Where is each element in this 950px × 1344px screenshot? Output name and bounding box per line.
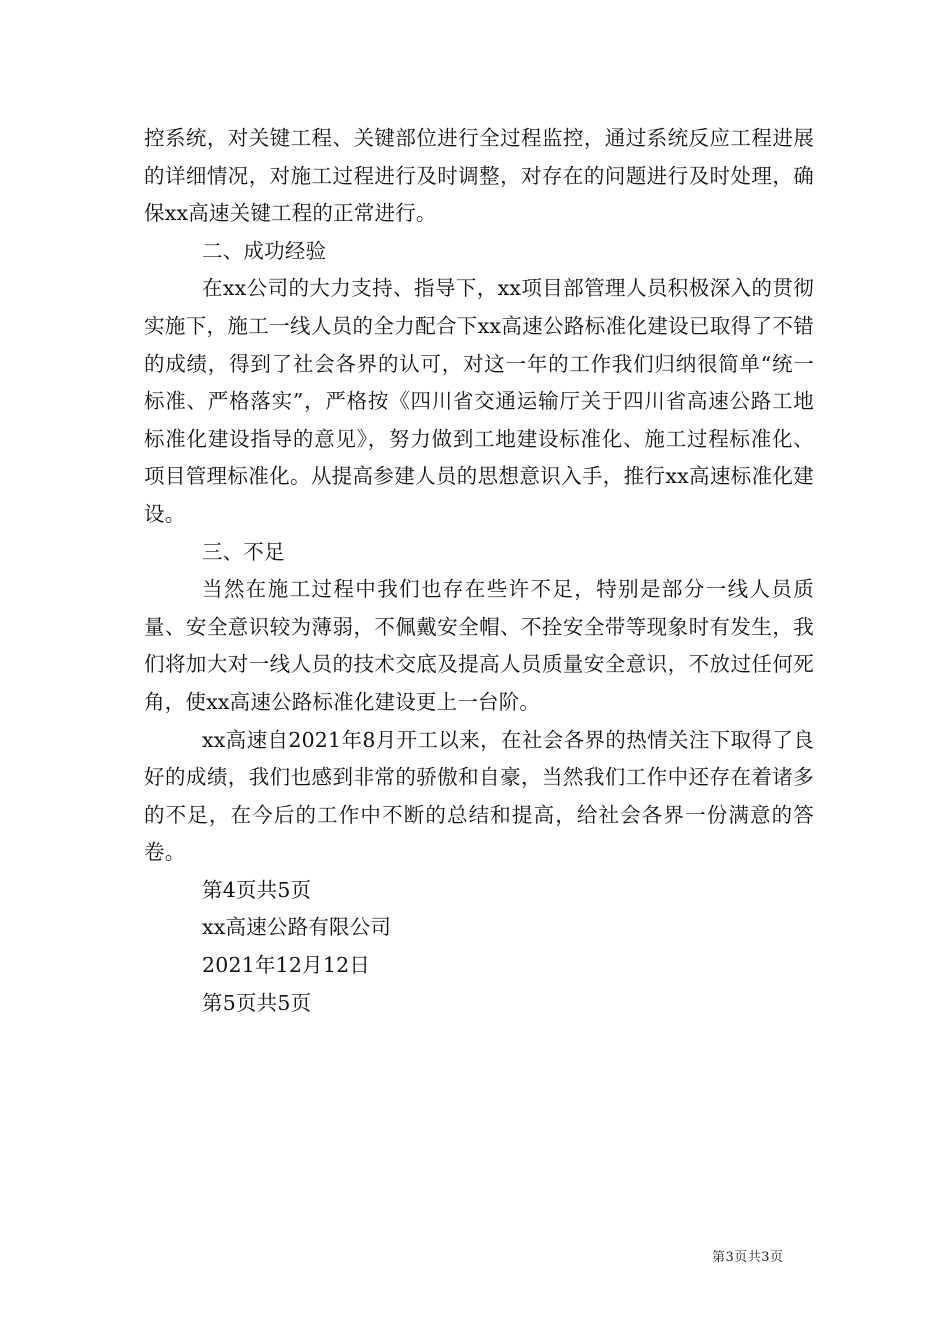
paragraph-monitoring: 控系统，对关键工程、关键部位进行全过程监控，通过系统反应工程进展的详细情况，对施工过程进行及时调整，对存在的问题进行及时处理，确保xx高速关键工程的正常进行。 xyxy=(144,126,814,226)
signature-date: 2021年12月12日 xyxy=(202,953,371,978)
paragraph-conclusion: xx高速自2021年8月开工以来，在社会各界的热情关注下取得了良好的成绩，我们也感到非常的骄傲和自豪，当然我们工作中还存在着诸多的不足，在今后的工作中不断的总结和提高，给社会各界一份满意的答卷。 xyxy=(144,727,814,865)
page-footer-number: 第3页共3页 xyxy=(712,1250,784,1265)
page-marker-4-of-5: 第4页共5页 xyxy=(202,877,312,902)
company-signature: xx高速公路有限公司 xyxy=(202,915,392,940)
paragraph-shortcomings: 当然在施工过程中我们也存在些许不足，特别是部分一线人员质量、安全意识较为薄弱，不佩戴安全帽、不拴安全带等现象时有发生，我们将加大对一线人员的技术交底及提高人员质量安全意识，不放过任何死角，使xx高速公路标准化建设更上一台阶。 xyxy=(144,577,814,714)
section-heading-shortcomings: 三、不足 xyxy=(202,539,285,564)
document-body xyxy=(144,120,814,1022)
page-marker-5-of-5: 第5页共5页 xyxy=(202,990,312,1015)
paragraph-success-experience: 在xx公司的大力支持、指导下，xx项目部管理人员积极深入的贯彻实施下，施工一线人员的全力配合下xx高速公路标准化建设已取得了不错的成绩，得到了社会各界的认可，对这一年的工作我们归纳很简单“统一标准、严格落实”，严格按《四川省交通运输厅关于四川省高速公路工地标准化建设指导的意见》，努力做到工地建设标准化、施工过程标准化、项目管理标准化。从提高参建人员的思想意识入手，推行xx高速标准化建设。 xyxy=(144,276,814,526)
section-heading-success: 二、成功经验 xyxy=(202,238,327,263)
